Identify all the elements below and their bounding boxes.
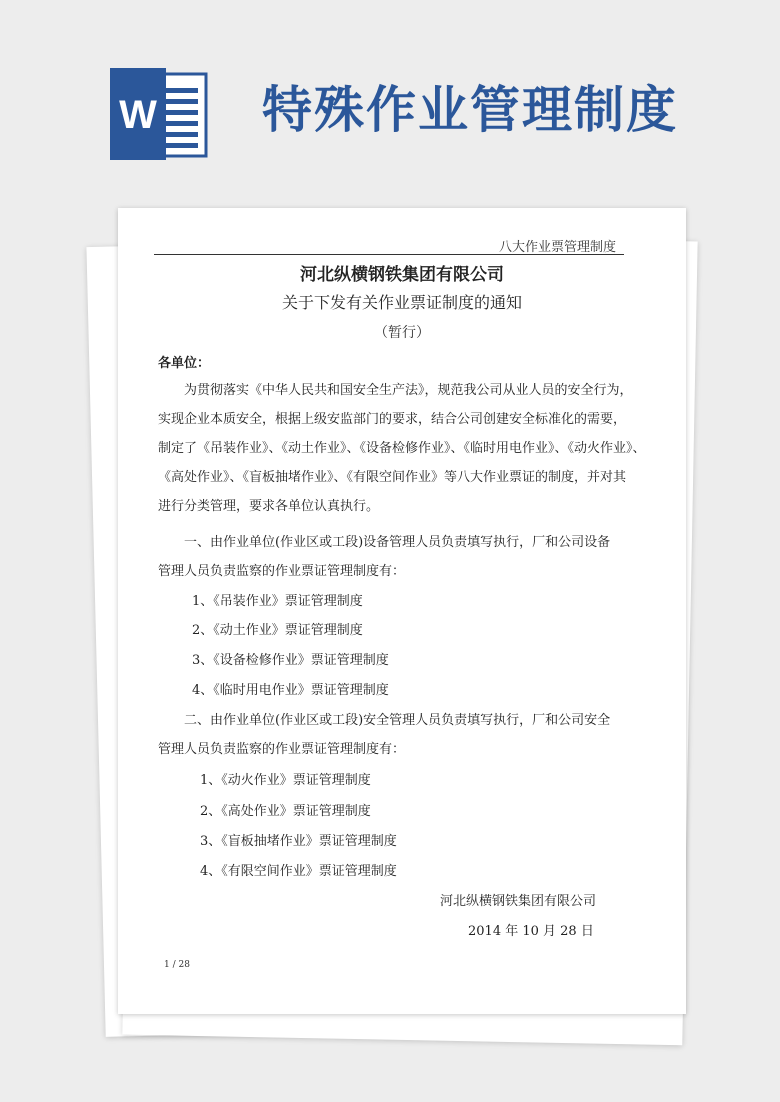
section-two-item: 2、《高处作业》票证管理制度 (200, 804, 371, 819)
paragraph-line: 为贯彻落实《中华人民共和国安全生产法》，规范我公司从业人员的安全行为， (184, 383, 633, 398)
paragraph-line: 实现企业本质安全，根据上级安监部门的要求，结合公司创建安全标准化的需要， (158, 412, 627, 427)
addressee: 各单位： (158, 356, 211, 371)
signature-company: 河北纵横钢铁集团有限公司 (440, 894, 597, 909)
section-one-paragraph (158, 528, 658, 586)
signature-date: 2014 年 10 月 28 日 (468, 924, 594, 939)
word-icon-letter: W (119, 93, 157, 137)
paragraph-line: 二、由作业单位(作业区或工段)安全管理人员负责填写执行，厂和公司安全 (184, 713, 611, 728)
section-two-item: 1、《动火作业》票证管理制度 (200, 773, 371, 788)
paragraph-line: 管理人员负责监察的作业票证管理制度有： (158, 742, 406, 757)
document-title-notice: 关于下发有关作业票证制度的通知 (281, 293, 522, 312)
section-one-item: 3、《设备检修作业》票证管理制度 (192, 653, 389, 668)
section-two-item: 3、《盲板抽堵作业》票证管理制度 (200, 834, 397, 849)
intro-paragraph (158, 376, 658, 521)
document-title-company: 河北纵横钢铁集团有限公司 (300, 265, 504, 285)
section-one-item: 1、《吊装作业》票证管理制度 (192, 594, 363, 609)
section-one-item: 2、《动土作业》票证管理制度 (192, 623, 363, 638)
banner (0, 0, 780, 200)
paragraph-line: 制定了《吊装作业》、《动土作业》、《设备检修作业》、《临时用电作业》、《动火作业》、 (158, 441, 646, 456)
paragraph-line: 进行分类管理，要求各单位认真执行。 (158, 499, 380, 514)
paragraph-line: 一、由作业单位(作业区或工段)设备管理人员负责填写执行，厂和公司设备 (184, 535, 611, 550)
banner-title: 特殊作业管理制度 (262, 81, 678, 139)
page-header-text: 八大作业票管理制度 (498, 240, 616, 255)
page-number: 1 / 28 (164, 960, 190, 970)
document-title-temporary: （暂行） (374, 325, 430, 341)
section-one-item: 4、《临时用电作业》票证管理制度 (192, 683, 389, 698)
section-two-paragraph (158, 706, 658, 764)
section-two-item: 4、《有限空间作业》票证管理制度 (200, 864, 397, 879)
header-divider (154, 254, 624, 255)
paragraph-line: 管理人员负责监察的作业票证管理制度有： (158, 564, 406, 579)
paragraph-line: 《高处作业》、《盲板抽堵作业》、《有限空间作业》等八大作业票证的制度，并对其 (158, 470, 627, 485)
word-document-icon (108, 68, 208, 160)
document-page (118, 208, 686, 1014)
